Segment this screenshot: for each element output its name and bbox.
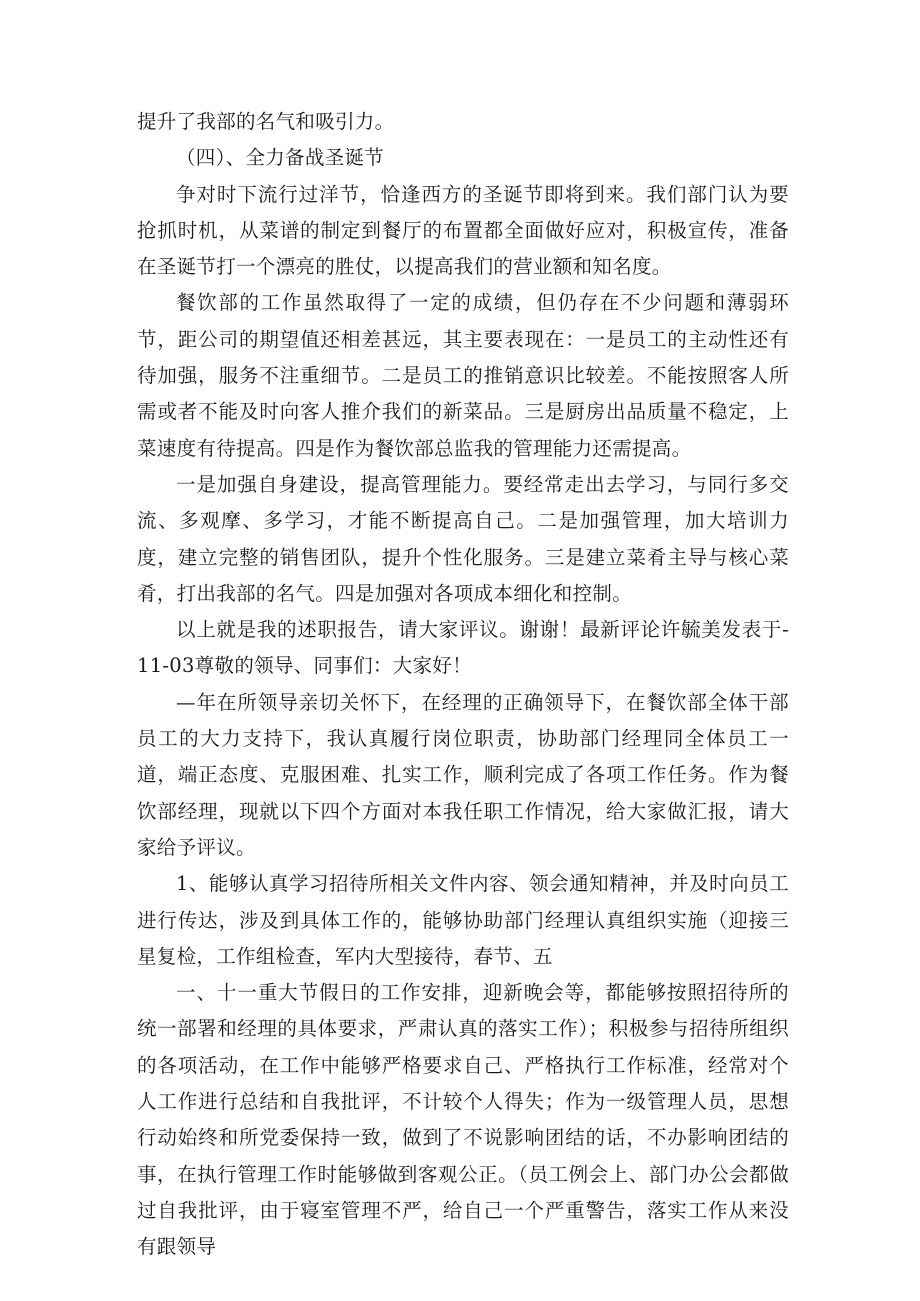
paragraph-introduction: —年在所领导亲切关怀下，在经理的正确领导下，在餐饮部全体干部员工的大力支持下，我认真履行岗位职责，协助部门经理同全体员工一道，端正态度、克服困难、扎实工作，顺利完成了各项工作任务。作为餐饮部经理，现就以下四个方面对本我任职工作情况，给大家做汇报，请大家给予评议。: [137, 690, 789, 859]
paragraph-christmas-plan: 争对时下流行过洋节，恰逢西方的圣诞节即将到来。我们部门认为要抢抓时机，从菜谱的制定到餐厅的布置都全面做好应对，积极宣传，准备在圣诞节打一个漂亮的胜仗，以提高我们的营业额和知名度。: [137, 182, 789, 279]
paragraph-improvements: 一是加强自身建设，提高管理能力。要经常走出去学习，与同行多交流、多观摩、多学习，才能不断提高自己。二是加强管理，加大培训力度，建立完整的销售团队，提升个性化服务。三是建立菜肴主导与核心菜肴，打出我部的名气。四是加强对各项成本细化和控制。: [137, 472, 789, 605]
paragraph-item-1: 1、能够认真学习招待所相关文件内容、领会通知精神，并及时向员工进行传达，涉及到具体工作的，能够协助部门经理认真组织实施（迎接三星复检，工作组检查，军内大型接待，春节、五: [137, 872, 789, 968]
paragraph-item-1-continued: 一、十一重大节假日的工作安排，迎新晚会等，都能够按照招待所的统一部署和经理的具体要求，严肃认真的落实工作）；积极参与招待所组织的各项活动，在工作中能够严格要求自己、严格执行工作标准，经常对个人工作进行总结和自我批评，不计较个人得失；作为一级管理人员，思想行动始终和所党委保持一致，做到了不说影响团结的话，不办影响团结的事，在执行管理工作时能够做到客观公正。（员工例会上、部门办公会都做过自我批评，由于寝室管理不严，给自己一个严重警告，落实工作从来没有跟领导: [137, 981, 789, 1259]
paragraph-closing-and-comment: 以上就是我的述职报告，请大家评议。谢谢！最新评论许毓美发表于-11-03尊敬的领导、同事们：大家好！: [137, 618, 789, 678]
paragraph-problems: 餐饮部的工作虽然取得了一定的成绩，但仍存在不少问题和薄弱环节，距公司的期望值还相差甚远，其主要表现在：一是员工的主动性还有待加强，服务不注重细节。二是员工的推销意识比较差。不能按照客人所需或者不能及时向客人推介我们的新菜品。三是厨房出品质量不稳定，上菜速度有待提高。四是作为餐饮部总监我的管理能力还需提高。: [137, 291, 789, 460]
section-heading-christmas: （四）、全力备战圣诞节: [176, 146, 385, 170]
paragraph-continuation: 提升了我部的名气和吸引力。: [137, 110, 395, 133]
document-body: [137, 104, 789, 1266]
